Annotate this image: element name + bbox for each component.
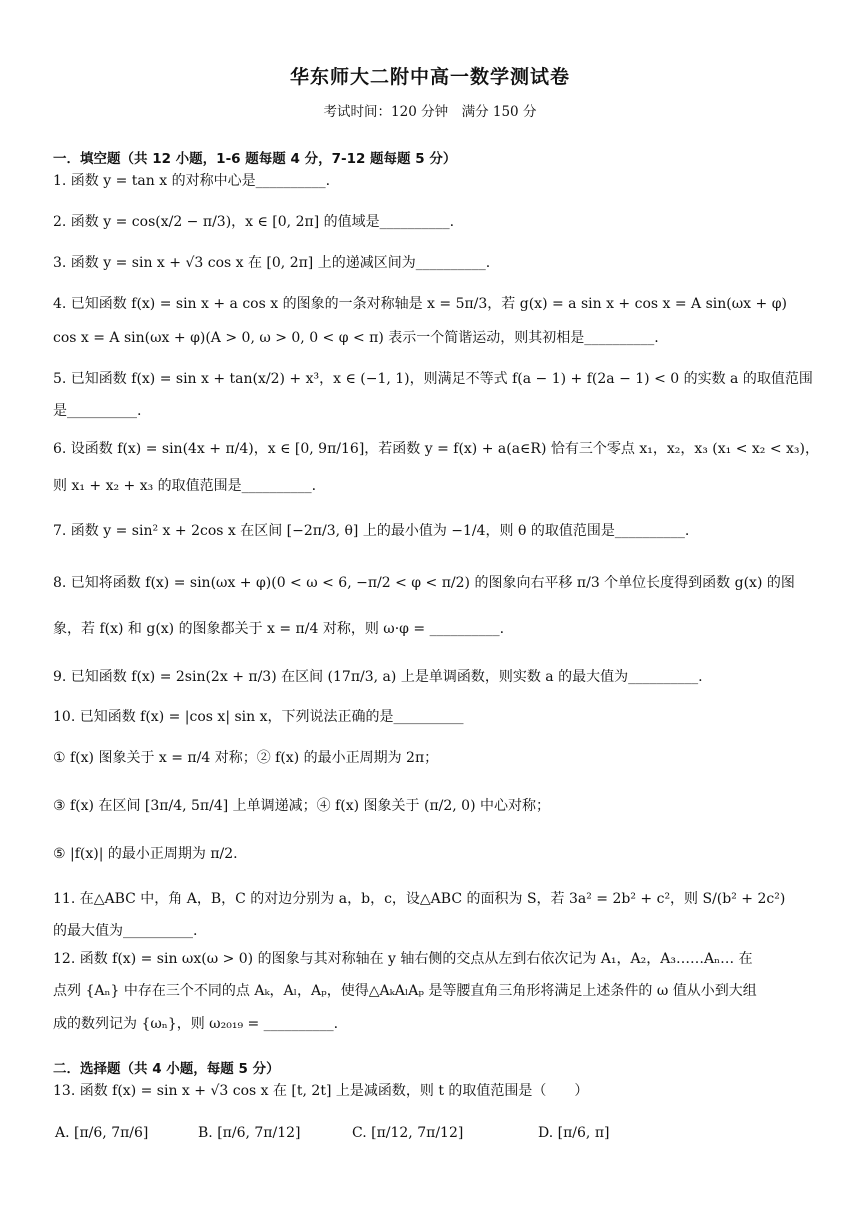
question-5-line-2: 是__________. <box>53 403 142 419</box>
question-8-line-1: 8. 已知将函数 f(x) = sin(ωx + φ)(0 < ω < 6, −π/2 < φ < π/2) 的图象向右平移 π/3 个单位长度得到函数 g(x) 的图 <box>53 575 795 591</box>
question-7: 7. 函数 y = sin² x + 2cos x 在区间 [−2π/3, θ] 上的最小值为 −1/4，则 θ 的取值范围是__________. <box>53 523 690 539</box>
question-11-line-2: 的最大值为__________. <box>53 923 198 939</box>
question-4-line-1: 4. 已知函数 f(x) = sin x + a cos x 的图象的一条对称轴是 x = 5π/3，若 g(x) = a sin x + cos x = A sin(ωx + φ) <box>53 296 787 312</box>
exam-subtitle: 考试时间：120 分钟 满分 150 分 <box>323 104 537 120</box>
question-5-line-1: 5. 已知函数 f(x) = sin x + tan(x/2) + x³，x ∈ (−1, 1)，则满足不等式 f(a − 1) + f(2a − 1) < 0 的实数 a 的取值范围 <box>53 371 813 387</box>
question-12-line-1: 12. 函数 f(x) = sin ωx(ω > 0) 的图象与其对称轴在 y 轴右侧的交点从左到右依次记为 A₁，A₂，A₃……Aₙ… 在 <box>53 951 753 967</box>
question-12-line-2: 点列 {Aₙ} 中存在三个不同的点 Aₖ，Aₗ，Aₚ，使得△AₖAₗAₚ 是等腰直角三角形将满足上述条件的 ω 值从小到大组 <box>53 983 757 999</box>
question-10-statement-5: ⑤ |f(x)| 的最小正周期为 π/2. <box>53 846 238 862</box>
option-c: C. [π/12, 7π/12] <box>352 1125 464 1141</box>
question-3: 3. 函数 y = sin x + √3 cos x 在 [0, 2π] 上的递减区间为__________. <box>53 255 491 271</box>
question-2: 2. 函数 y = cos(x/2 − π/3)，x ∈ [0, 2π] 的值域是__________. <box>53 214 455 230</box>
option-a: A. [π/6, 7π/6] <box>55 1125 149 1141</box>
question-8-line-2: 象，若 f(x) 和 g(x) 的图象都关于 x = π/4 对称，则 ω·φ = __________. <box>53 621 505 637</box>
option-b: B. [π/6, 7π/12] <box>198 1125 301 1141</box>
section-1-heading: 一．填空题（共 12 小题，1-6 题每题 4 分，7-12 题每题 5 分） <box>53 151 457 167</box>
option-d: D. [π/6, π] <box>538 1125 610 1141</box>
question-4-line-2: cos x = A sin(ωx + φ)(A > 0, ω > 0, 0 < φ < π) 表示一个简谐运动，则其初相是__________. <box>53 330 659 346</box>
question-13: 13. 函数 f(x) = sin x + √3 cos x 在 [t, 2t] 上是减函数，则 t 的取值范围是（ ） <box>53 1083 589 1099</box>
question-10-statement-3-4: ③ f(x) 在区间 [3π/4, 5π/4] 上单调递减；④ f(x) 图象关于 (π/2, 0) 中心对称； <box>53 798 550 814</box>
question-9: 9. 已知函数 f(x) = 2sin(2x + π/3) 在区间 (17π/3, a) 上是单调函数，则实数 a 的最大值为__________. <box>53 669 703 685</box>
question-10-statement-1-2: ① f(x) 图象关于 x = π/4 对称；② f(x) 的最小正周期为 2π； <box>53 750 439 766</box>
question-12-line-3: 成的数列记为 {ωₙ}，则 ω₂₀₁₉ = __________. <box>53 1016 339 1032</box>
question-1: 1. 函数 y = tan x 的对称中心是__________. <box>53 173 331 189</box>
question-6-line-1: 6. 设函数 f(x) = sin(4x + π/4)，x ∈ [0, 9π/16]，若函数 y = f(x) + a(a∈R) 恰有三个零点 x₁，x₂，x₃ (x₁ < x₂ < x₃)， <box>53 441 820 457</box>
section-2-heading: 二．选择题（共 4 小题，每题 5 分） <box>53 1061 280 1077</box>
question-11-line-1: 11. 在△ABC 中，角 A，B，C 的对边分别为 a，b，c，设△ABC 的面积为 S，若 3a² = 2b² + c²，则 S/(b² + 2c²) <box>53 891 786 907</box>
question-6-line-2: 则 x₁ + x₂ + x₃ 的取值范围是__________. <box>53 478 317 494</box>
question-10: 10. 已知函数 f(x) = |cos x| sin x，下列说法正确的是__________ <box>53 709 464 725</box>
exam-title: 华东师大二附中高一数学测试卷 <box>289 66 570 88</box>
